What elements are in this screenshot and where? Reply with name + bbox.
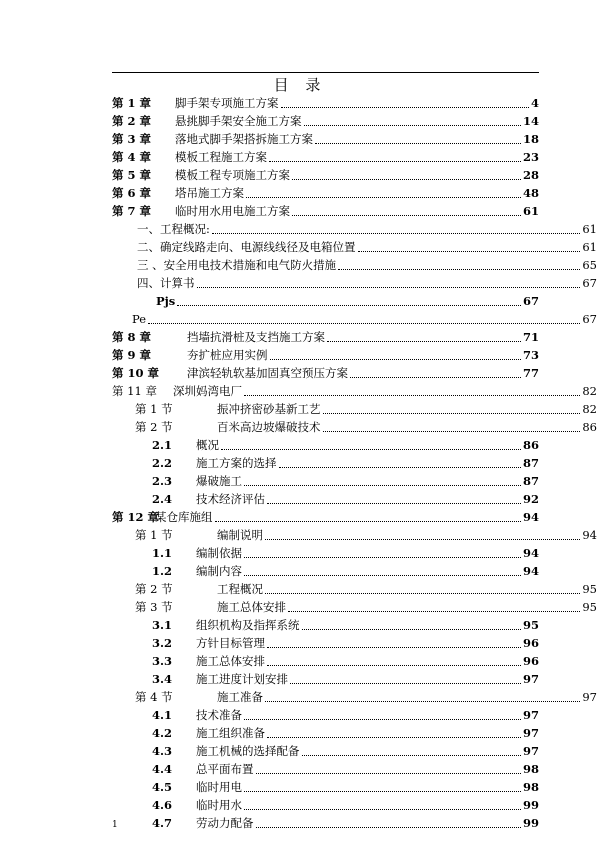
toc-entry-title: 一、工程概况: [137, 222, 210, 236]
toc-entry-number: 2.1 [152, 438, 173, 452]
toc-entry-number: 第 2 章 [112, 114, 152, 128]
toc-entry-title: 三 、安全用电技术措施和电气防火措施 [137, 258, 337, 272]
toc-entry[interactable] [0, 329, 600, 346]
dot-leader [323, 431, 581, 432]
dot-leader [244, 557, 521, 558]
dot-leader [256, 827, 521, 828]
toc-entry-page: 94 [522, 564, 539, 578]
dot-leader [269, 161, 521, 162]
dot-leader [279, 467, 521, 468]
toc-entry-number: 4.5 [152, 780, 173, 794]
toc-entry-title: 组织机构及指挥系统 [196, 618, 300, 632]
toc-entry[interactable] [0, 743, 600, 760]
toc-entry-number: 第 1 节 [135, 402, 173, 416]
toc-entry-page: 97 [582, 690, 597, 704]
dot-leader [288, 611, 580, 612]
dot-leader [246, 197, 521, 198]
toc-entry-page: 94 [582, 528, 597, 542]
toc-entry[interactable] [0, 95, 600, 112]
dot-leader [212, 233, 580, 234]
dot-leader [267, 665, 521, 666]
toc-entry-page: 77 [522, 366, 539, 380]
toc-entry[interactable] [0, 365, 600, 382]
toc-entry-page: 98 [522, 762, 539, 776]
toc-entry-title: 施工准备 [217, 690, 263, 704]
toc-entry-page: 48 [522, 186, 539, 200]
toc-entry[interactable] [0, 545, 600, 562]
toc-entry-page: 82 [582, 402, 597, 416]
toc-entry-title: 深圳妈湾电厂 [173, 384, 242, 398]
toc-entry-page: 65 [582, 258, 597, 272]
toc-entry-page: 14 [522, 114, 539, 128]
toc-entry-page: 99 [522, 798, 539, 812]
dot-leader [350, 377, 521, 378]
toc-entry-title: 施工组织准备 [196, 726, 265, 740]
toc-entry-title: 某仓库施组 [155, 510, 213, 524]
toc-entry[interactable] [0, 581, 600, 598]
dot-leader [177, 305, 521, 306]
toc-entry-title: 施工进度计划安排 [196, 672, 288, 686]
dot-leader [302, 629, 521, 630]
toc-entry-number: 第 10 章 [112, 366, 160, 380]
toc-entry-number: 第 1 节 [135, 528, 173, 542]
toc-entry-page: 18 [522, 132, 539, 146]
toc-entry[interactable] [0, 311, 600, 328]
toc-entry-page: 61 [522, 204, 539, 218]
dot-leader [267, 503, 521, 504]
page-title: 目 录 [273, 76, 327, 94]
toc-entry-page: 95 [582, 582, 597, 596]
toc-entry[interactable] [0, 563, 600, 580]
toc-entry[interactable] [0, 149, 600, 166]
toc-entry-number: 2.3 [152, 474, 173, 488]
toc-entry-title: 技术经济评估 [196, 492, 265, 506]
toc-entry[interactable] [0, 797, 600, 814]
toc-entry-page: 99 [522, 816, 539, 830]
page-number: 1 [112, 820, 118, 830]
dot-leader [244, 719, 521, 720]
toc-entry[interactable] [0, 293, 600, 310]
toc-entry-page: 95 [582, 600, 597, 614]
dot-leader [244, 485, 521, 486]
toc-entry-page: 86 [582, 420, 597, 434]
toc-entry-number: 1.2 [152, 564, 173, 578]
toc-entry[interactable] [0, 617, 600, 634]
toc-entry[interactable] [0, 437, 600, 454]
dot-leader [292, 215, 521, 216]
dot-leader [302, 755, 521, 756]
toc-entry[interactable] [0, 131, 600, 148]
toc-entry-title: 塔吊施工方案 [175, 186, 244, 200]
toc-entry-number: 第 4 节 [135, 690, 173, 704]
toc-entry[interactable] [0, 203, 600, 220]
dot-leader [221, 449, 521, 450]
toc-entry-number: 2.2 [152, 456, 173, 470]
toc-entry-title: 四、计算书 [137, 276, 195, 290]
dot-leader [281, 107, 529, 108]
toc-entry-number: 第 1 章 [112, 96, 152, 110]
toc-entry-number: 第 6 章 [112, 186, 152, 200]
toc-entry-page: 61 [582, 240, 597, 254]
toc-entry-page: 23 [522, 150, 539, 164]
toc-entry-title: 总平面布置 [196, 762, 254, 776]
toc-entry-page: 97 [522, 726, 539, 740]
toc-entry[interactable] [0, 113, 600, 130]
dot-leader [338, 269, 580, 270]
toc-entry-number: 3.4 [152, 672, 173, 686]
toc-entry[interactable] [0, 419, 600, 436]
dot-leader [265, 593, 580, 594]
toc-entry[interactable] [0, 491, 600, 508]
dot-leader [244, 809, 521, 810]
dot-leader [244, 395, 580, 396]
toc-entry[interactable] [0, 689, 600, 706]
toc-entry[interactable] [0, 275, 600, 292]
dot-leader [270, 359, 521, 360]
toc-entry-title: 施工方案的选择 [196, 456, 277, 470]
toc-entry-number: 3.3 [152, 654, 173, 668]
dot-leader [265, 539, 580, 540]
toc-entry-number: 第 3 章 [112, 132, 152, 146]
toc-entry-page: 98 [522, 780, 539, 794]
toc-entry[interactable] [0, 221, 600, 238]
toc-entry-page: 96 [522, 636, 539, 650]
toc-entry-page: 4 [530, 96, 539, 110]
toc-entry-page: 61 [582, 222, 597, 236]
toc-entry[interactable] [0, 815, 600, 832]
dot-leader [148, 323, 580, 324]
toc-entry-page: 95 [522, 618, 539, 632]
toc-entry-title: 悬挑脚手架安全施工方案 [175, 114, 302, 128]
toc-entry-title: 爆破施工 [196, 474, 242, 488]
top-rule [112, 72, 539, 73]
dot-leader [327, 341, 521, 342]
toc-entry[interactable] [0, 527, 600, 544]
toc-entry-number: 4.6 [152, 798, 173, 812]
toc-entry[interactable] [0, 401, 600, 418]
toc-entry-title: 脚手架专项施工方案 [175, 96, 279, 110]
toc-entry-title: 模板工程施工方案 [175, 150, 267, 164]
toc-entry-number: 4.1 [152, 708, 173, 722]
toc-entry-page: 87 [522, 456, 539, 470]
toc-entry-title: 施工总体安排 [217, 600, 286, 614]
toc-entry-title: 临时用水 [196, 798, 242, 812]
toc-entry-title: 挡墙抗滑桩及支挡施工方案 [187, 330, 325, 344]
toc-entry[interactable] [0, 635, 600, 652]
toc-entry[interactable] [0, 653, 600, 670]
toc-entry-title: 百米高边坡爆破技术 [217, 420, 321, 434]
toc-entry-title: 编制内容 [196, 564, 242, 578]
toc-entry-page: 82 [582, 384, 597, 398]
toc-entry-page: 67 [582, 312, 597, 326]
toc-entry-title: Pe [132, 312, 147, 326]
toc-entry-number: 第 9 章 [112, 348, 152, 362]
toc-entry-page: 94 [522, 546, 539, 560]
toc-entry-number: 4.7 [152, 816, 173, 830]
toc-entry-page: 86 [522, 438, 539, 452]
toc-entry-number: 第 11 章 [112, 384, 157, 398]
toc-entry-title: 津滨轻轨软基加固真空预压方案 [187, 366, 348, 380]
toc-entry-number: 第 2 节 [135, 420, 173, 434]
toc-entry-page: 96 [522, 654, 539, 668]
dot-leader [267, 737, 521, 738]
toc-entry[interactable] [0, 779, 600, 796]
toc-entry[interactable] [0, 257, 600, 274]
toc-entry-number: 第 12 章 [112, 510, 160, 524]
dot-leader [267, 647, 521, 648]
dot-leader [304, 125, 521, 126]
toc-entry-title: 二、确定线路走向、电源线线径及电箱位置 [137, 240, 356, 254]
toc-entry-title: 施工机械的选择配备 [196, 744, 300, 758]
toc-entry-number: 1.1 [152, 546, 173, 560]
toc-entry-title: 方针目标管理 [196, 636, 265, 650]
toc-entry[interactable] [0, 671, 600, 688]
dot-leader [358, 251, 581, 252]
dot-leader [244, 791, 521, 792]
toc-entry-title: 编制依据 [196, 546, 242, 560]
dot-leader [197, 287, 581, 288]
toc-entry-number: 第 8 章 [112, 330, 152, 344]
toc-entry-title: 技术准备 [196, 708, 242, 722]
toc-entry-title: 施工总体安排 [196, 654, 265, 668]
toc-entry-number: 第 2 节 [135, 582, 173, 596]
toc-entry-page: 87 [522, 474, 539, 488]
toc-entry-page: 97 [522, 672, 539, 686]
toc-entry[interactable] [0, 239, 600, 256]
toc-entry-title: Pjs [156, 294, 176, 308]
toc-entry-title: 劳动力配备 [196, 816, 254, 830]
toc-entry-number: 3.2 [152, 636, 173, 650]
toc-entry[interactable] [0, 761, 600, 778]
dot-leader [265, 701, 580, 702]
toc-entry[interactable] [0, 599, 600, 616]
dot-leader [244, 575, 521, 576]
toc-entry-page: 97 [522, 744, 539, 758]
toc-entry-title: 临时用电 [196, 780, 242, 794]
toc-entry-number: 第 4 章 [112, 150, 152, 164]
toc-entry-page: 73 [522, 348, 539, 362]
toc-entry-number: 3.1 [152, 618, 173, 632]
toc-entry[interactable] [0, 707, 600, 724]
toc-entry-number: 第 3 节 [135, 600, 173, 614]
toc-entry-title: 编制说明 [217, 528, 263, 542]
toc-entry[interactable] [0, 383, 600, 400]
toc-entry[interactable] [0, 185, 600, 202]
toc-entry-page: 71 [522, 330, 539, 344]
dot-leader [292, 179, 521, 180]
dot-leader [315, 143, 521, 144]
toc-entry[interactable] [0, 347, 600, 364]
dot-leader [290, 683, 521, 684]
toc-entry[interactable] [0, 509, 600, 526]
toc-entry-page: 67 [582, 276, 597, 290]
toc-entry-title: 工程概况 [217, 582, 263, 596]
toc-entry-page: 94 [522, 510, 539, 524]
dot-leader [215, 521, 521, 522]
toc-entry-title: 模板工程专项施工方案 [175, 168, 290, 182]
toc-entry[interactable] [0, 455, 600, 472]
dot-leader [323, 413, 581, 414]
toc-entry-page: 28 [522, 168, 539, 182]
toc-entry-title: 概况 [196, 438, 219, 452]
toc-entry[interactable] [0, 167, 600, 184]
toc-entry-number: 第 5 章 [112, 168, 152, 182]
toc-entry-number: 2.4 [152, 492, 173, 506]
toc-entry[interactable] [0, 473, 600, 490]
toc-entry-page: 67 [522, 294, 539, 308]
toc-entry-page: 97 [522, 708, 539, 722]
toc-entry-title: 夯扩桩应用实例 [187, 348, 268, 362]
toc-entry-page: 92 [522, 492, 539, 506]
toc-entry-title: 临时用水用电施工方案 [175, 204, 290, 218]
toc-entry-number: 4.3 [152, 744, 173, 758]
dot-leader [256, 773, 521, 774]
toc-entry-number: 第 7 章 [112, 204, 152, 218]
toc-entry[interactable] [0, 725, 600, 742]
toc-entry-number: 4.2 [152, 726, 173, 740]
toc-entry-title: 落地式脚手架搭拆施工方案 [175, 132, 313, 146]
toc-entry-number: 4.4 [152, 762, 173, 776]
toc-entry-title: 振冲挤密砂基新工艺 [217, 402, 321, 416]
